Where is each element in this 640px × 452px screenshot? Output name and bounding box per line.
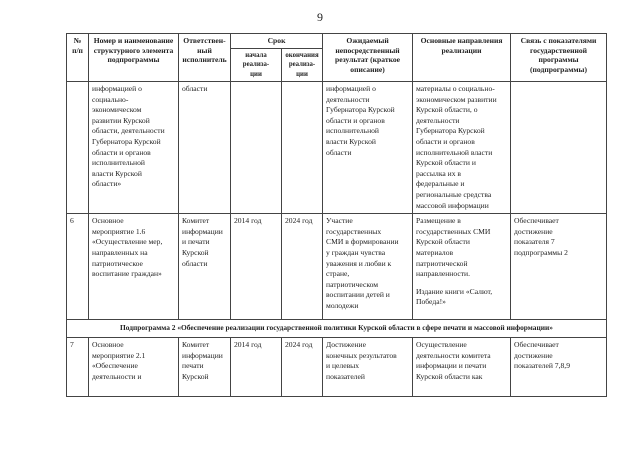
cell-responsible: Комитет информации и печати Курской области <box>179 214 231 320</box>
page-number: 9 <box>317 10 323 24</box>
cell-name: информацией о социально- экономическом развитии Курской области, деятельности Губернатора Курской области и органов исполнительной власти Курской области» <box>89 82 179 214</box>
cell-start <box>231 82 282 214</box>
cell-link: Обеспечивает достижение показателей 7,8,9 <box>511 338 607 397</box>
cell-responsible: области <box>179 82 231 214</box>
cell-end: 2024 год <box>282 214 323 320</box>
cell-result: Достижение конечных результатов и целевых показателей <box>323 338 413 397</box>
subprogram-title: Подпрограмма 2 «Обеспечение реализации государственной политики Курской области в сфере печати и массовой информации» <box>67 320 607 338</box>
table-row <box>67 214 607 320</box>
cell-link: Обеспечивает достижение показателя 7 подпрограммы 2 <box>511 214 607 320</box>
program-table <box>66 33 607 397</box>
cell-directions: материалы о социально- экономическом развитии Курской области, о деятельности Губернатора Курской области и органов исполнительной власти Курской области и рассылка их в федеральные и региональные средства массовой информации <box>413 82 511 214</box>
header-num: № п/п <box>67 34 89 82</box>
cell-name: Основное мероприятие 1.6 «Осуществление мер, направленных на патриотическое воспитание граждан» <box>89 214 179 320</box>
header-directions: Основные направления реализации <box>413 34 511 82</box>
directions-extra-text: Издание книги «Салют, Победа!» <box>416 286 493 307</box>
cell-num <box>67 82 89 214</box>
header-start: начала реализа- ции <box>231 48 282 82</box>
table-row <box>67 82 607 214</box>
cell-result: Участие государственных СМИ в формировании у граждан чувства уважения и любви к стране, патриотическом воспитании детей и молодежи <box>323 214 413 320</box>
cell-end <box>282 82 323 214</box>
cell-start: 2014 год <box>231 214 282 320</box>
cell-directions: Осуществление деятельности комитета информации и печати Курской области как <box>413 338 511 397</box>
subprogram-row <box>67 320 607 338</box>
cell-end: 2024 год <box>282 338 323 397</box>
cell-responsible: Комитет информации печати Курской <box>179 338 231 397</box>
directions-text: Размещение в государственных СМИ Курской области материалов патриотической направленности. <box>416 216 491 279</box>
cell-directions <box>413 214 511 320</box>
header-result: Ожидаемый непосредственный результат (краткое описание) <box>323 34 413 82</box>
header-name: Номер и наименование структурного элемента подпрограммы <box>89 34 179 82</box>
cell-link <box>511 82 607 214</box>
header-end: окончания реализа- ции <box>282 48 323 82</box>
header-responsible: Ответствен- ный исполнитель <box>179 34 231 82</box>
header-term: Срок <box>231 34 323 49</box>
cell-num: 6 <box>67 214 89 320</box>
header-link: Связь с показателями государственной программы (подпрограммы) <box>511 34 607 82</box>
header-row <box>67 34 607 49</box>
cell-result: информацией о деятельности Губернатора Курской области и органов исполнительной власти Курской области <box>323 82 413 214</box>
cell-start: 2014 год <box>231 338 282 397</box>
cell-name: Основное мероприятие 2.1 «Обеспечение деятельности и <box>89 338 179 397</box>
table-row <box>67 338 607 397</box>
cell-num: 7 <box>67 338 89 397</box>
